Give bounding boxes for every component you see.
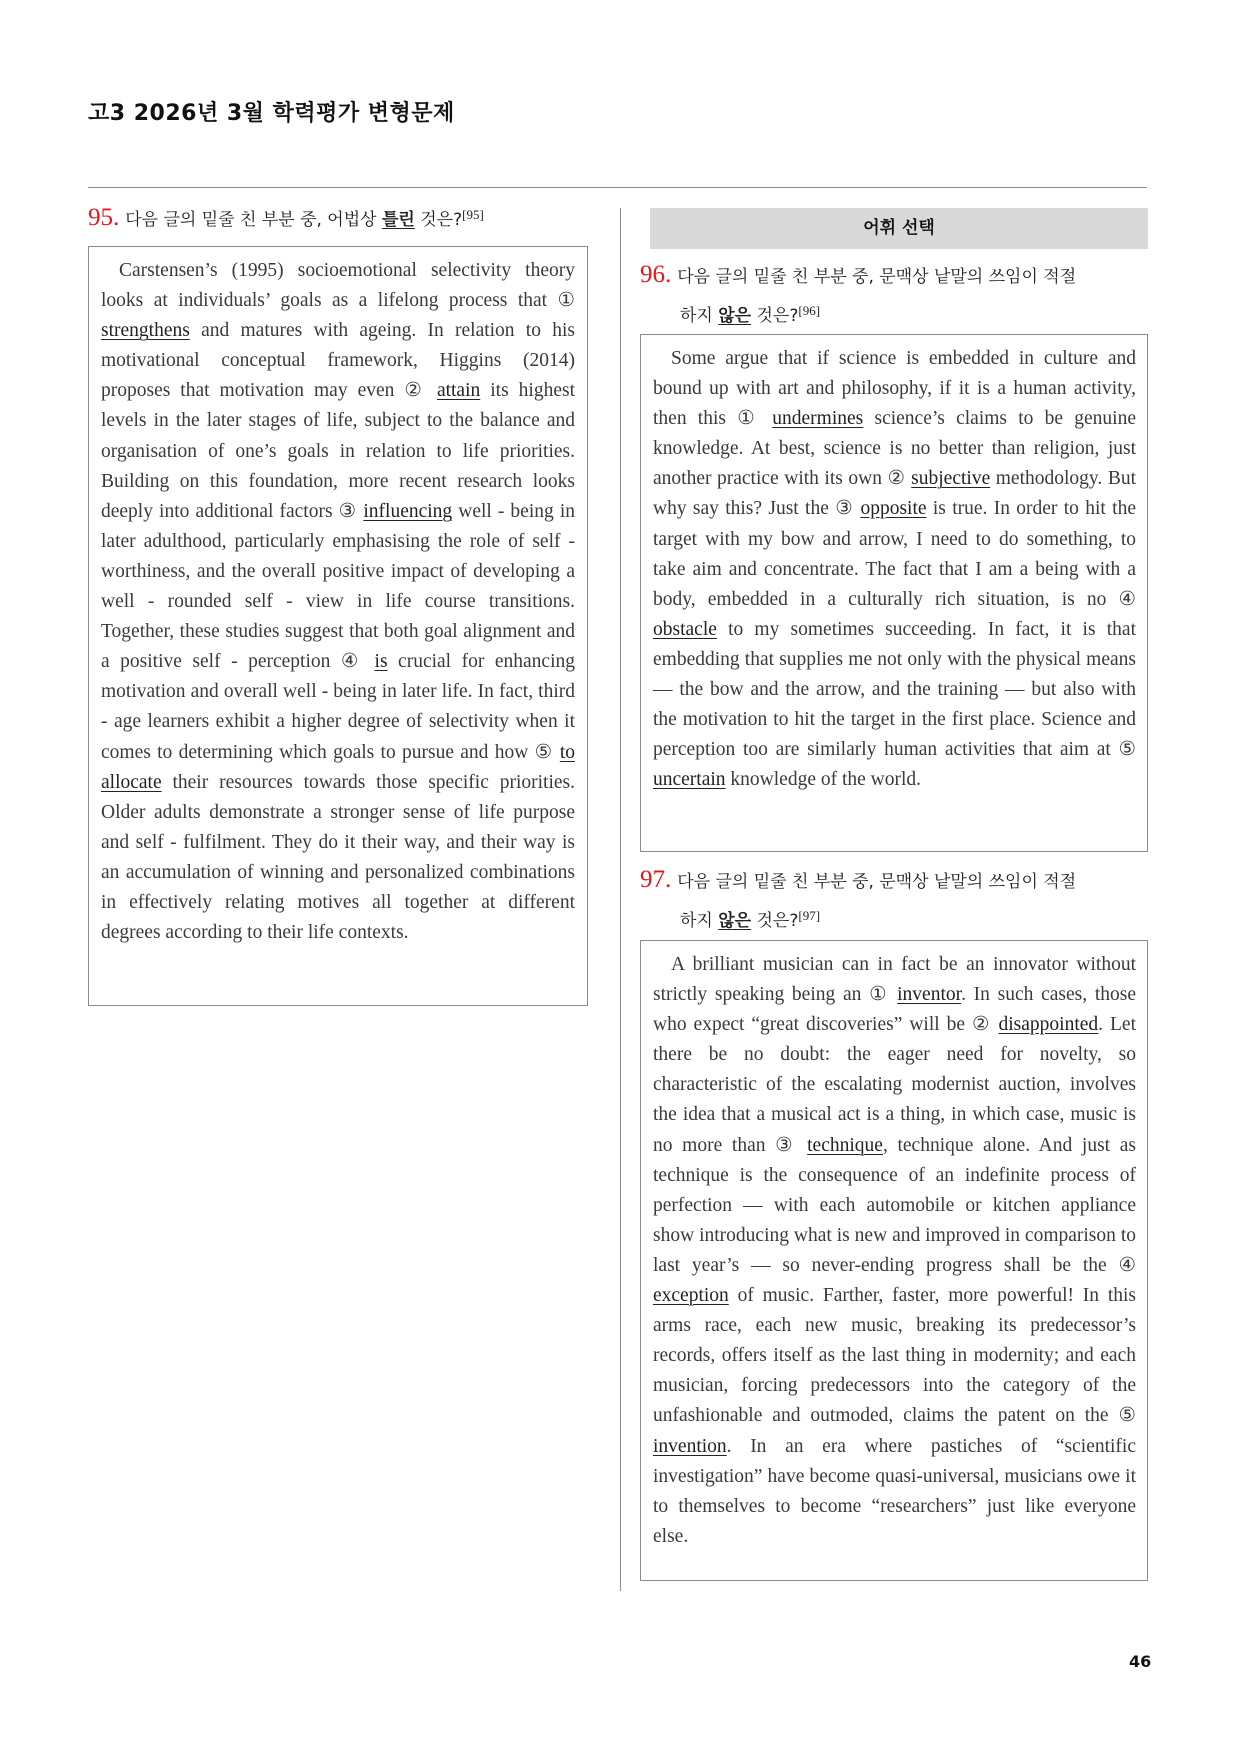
- passage-text: Some argue that if science is embedded in culture and bound up with art and philosophy, if it is a human activity, then this ① undermines science’s claims to be genuine knowledge. At best, science is no better than religion, just another practice with its own ② subjective methodology. But why say this? Just the ③ opposite is true. In order to hit the target with my bow and arrow, I need to do something, to take aim and concentrate. The fact that I am a being with a body, embedded in a culturally rich situation, is no ④ obstacle to my sometimes succeeding. In fact, it is that embedding that supplies me not only with the physical means — the bow and the arrow, and the training — but also with the motivation to hit the target in the first place. Science and perception too are similarly human activities that aim at ⑤ uncertain knowledge of the world.: [653, 348, 1136, 791]
- section-banner: 어휘 선택: [650, 208, 1148, 249]
- question-number: 95.: [88, 204, 120, 231]
- page-number: 46: [1129, 1652, 1152, 1671]
- header-divider: [88, 187, 1147, 188]
- question-reference: [97]: [798, 908, 821, 923]
- underlined-choice: uncertain: [653, 769, 726, 791]
- question-prompt-emphasis: 틀린: [381, 210, 415, 230]
- question-reference: [96]: [798, 303, 821, 318]
- question-97-prompt: [640, 863, 1155, 938]
- question-prompt-emphasis: 않은: [718, 911, 752, 931]
- question-prompt-text: 다음 글의 밑줄 친 부분 중, 문맥상 낱말의 쓰임이 적절: [677, 267, 1077, 287]
- underlined-choice: influencing: [363, 500, 453, 522]
- underlined-choice: exception: [653, 1285, 729, 1307]
- underlined-choice: disappointed: [998, 1014, 1099, 1036]
- underlined-choice: attain: [436, 380, 481, 402]
- question-prompt-suffix: 것은?: [751, 911, 799, 931]
- underlined-choice: is: [374, 651, 388, 673]
- underlined-choice: invention: [653, 1435, 727, 1457]
- question-prompt-suffix: 것은?: [414, 210, 463, 230]
- question-reference: [95]: [462, 207, 484, 222]
- underlined-choice: to allocate: [101, 741, 575, 793]
- underlined-choice: opposite: [860, 498, 927, 520]
- passage-text: A brilliant musician can in fact be an innovator without strictly speaking being an ① inventor. In such cases, those who expect “great discoveries” will be ② disappointed. Let there be no doubt: the eager need for novelty, so characteristic of the escalating modernist auction, involves the idea that a musical act is a thing, in which case, music is no more than ③ technique, technique alone. And just as technique is the consequence of an indefinite process of perfection — with each automobile or kitchen appliance show introducing what is new and improved in comparison to last year’s — so never-ending progress shall be the ④ exception of music. Farther, faster, more powerful! In this arms race, each new music, breaking its predecessor’s records, offers itself as the last thing in modernity; and each musician, forcing predecessors into the category of the unfashionable and outmoded, claims the patent on the ⑤ invention. In an era where pastiches of “scientific investigation” have become quasi-universal, musicians owe it to themselves to become “researchers” just like everyone else.: [653, 954, 1137, 1547]
- question-prompt-line-1: [640, 863, 1155, 899]
- question-prompt-line-1: [640, 258, 1155, 294]
- question-96-passage: [640, 334, 1148, 852]
- question-prompt-suffix: 것은?: [751, 306, 799, 326]
- column-divider: [620, 208, 621, 1591]
- underlined-choice: strengthens: [101, 320, 190, 342]
- question-prompt-text: 다음 글의 밑줄 친 부분 중, 어법상: [125, 210, 382, 230]
- question-prompt-text: 다음 글의 밑줄 친 부분 중, 문맥상 낱말의 쓰임이 적절: [677, 872, 1077, 892]
- question-96-prompt: [640, 258, 1155, 333]
- underlined-choice: technique: [807, 1134, 883, 1156]
- underlined-choice: undermines: [772, 408, 864, 430]
- question-number: 96.: [640, 261, 672, 288]
- question-95-passage: [88, 246, 588, 1006]
- question-prompt-line-2: [640, 294, 1155, 333]
- question-prompt-text: 하지: [680, 306, 719, 326]
- underlined-choice: subjective: [911, 468, 991, 490]
- page-header: 고3 2026년 3월 학력평가 변형문제: [88, 101, 455, 126]
- passage-text: Carstensen’s (1995) socioemotional selectivity theory looks at individuals’ goals as a lifelong process that ① strengthens and matures with ageing. In relation to his motivational conceptual framework, Higgins (2014) proposes that motivation may even ② attain its highest levels in the later stages of life, subject to the balance and organisation of one’s goals in relation to life priorities. Building on this foundation, more recent research looks deeply into additional factors ③ influencing well - being in later adulthood, particularly emphasising the role of self - worthiness, and the overall positive impact of developing a well - rounded self - view in life course transitions. Together, these studies suggest that both goal alignment and a positive self - perception ④ is crucial for enhancing motivation and overall well - being in later life. In fact, third - age learners exhibit a higher degree of selectivity when it comes to determining which goals to pursue and how ⑤ to allocate their resources towards those specific priorities. Older adults demonstrate a stronger sense of life purpose and self - fulfilment. They do it their way, and their way is an accumulation of winning and personalized combinations in effectively relating motives all together at different degrees according to their life contexts.: [101, 260, 575, 944]
- underlined-choice: obstacle: [653, 618, 717, 640]
- question-prompt-line-2: [640, 899, 1155, 938]
- question-number: 97.: [640, 866, 672, 893]
- question-95-prompt: [88, 198, 608, 237]
- question-prompt-text: 하지: [680, 911, 719, 931]
- underlined-choice: inventor: [897, 984, 962, 1006]
- question-97-passage: [640, 940, 1148, 1581]
- question-prompt-emphasis: 않은: [718, 306, 752, 326]
